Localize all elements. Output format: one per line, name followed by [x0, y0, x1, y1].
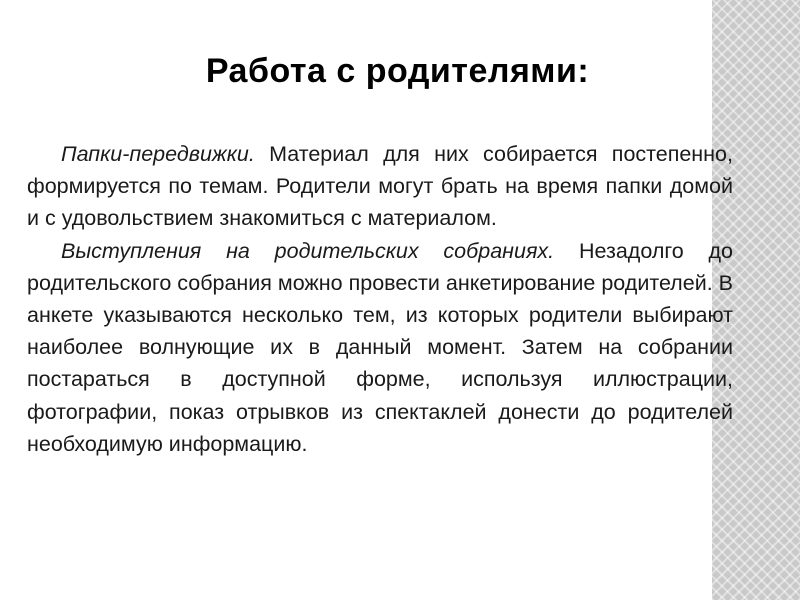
paragraph-folders: [27, 138, 733, 235]
paragraph-text: Незадолго до родительского собрания можно провести анкетирование родителей. В анкете указываются несколько тем, из которых родители выбирают наиболее волнующие их в данный момент. Затем на собрании постараться в доступной форме, используя иллюстрации, фотографии, показ отрывков из спектаклей донести до родителей необходимую информацию.: [27, 238, 733, 456]
paragraph-lead: Выступления на родительских собраниях.: [61, 238, 555, 263]
slide-title: Работа с родителями:: [205, 52, 590, 90]
paragraph-meetings: [27, 235, 733, 460]
paragraph-text: Материал для них собирается постепенно, формируется по темам. Родители могут брать на время папки домой и с удовольствием знакомиться с материалом.: [27, 142, 733, 231]
paragraph-lead: Папки-передвижки.: [61, 142, 255, 166]
slide-body: [27, 138, 733, 460]
